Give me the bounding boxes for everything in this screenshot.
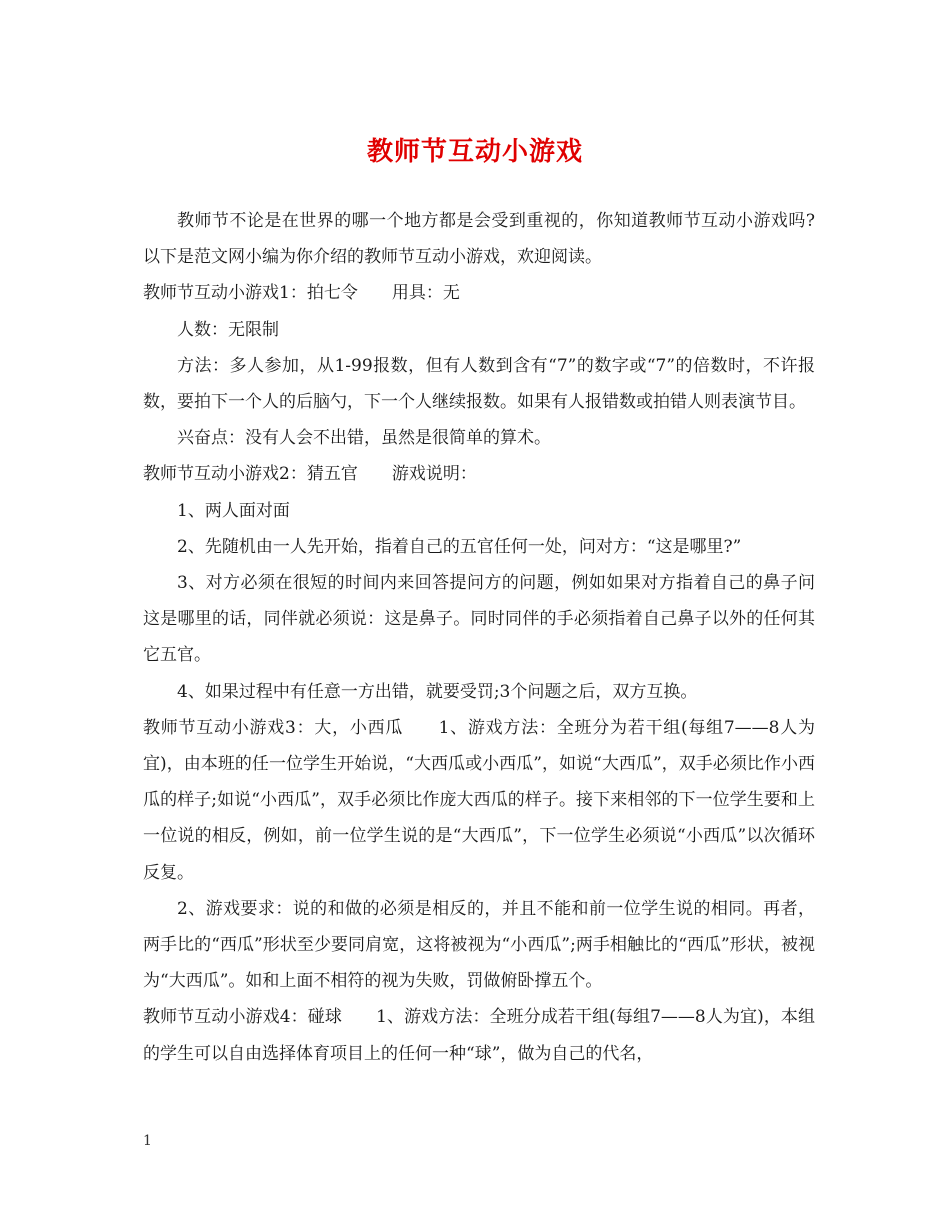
paragraph-game1-method: 方法：多人参加，从1-99报数，但有人数到含有“7”的数字或“7”的倍数时，不许报数，要拍下一个人的后脑勺，下一个人继续报数。如果有人报错数或拍错人则表演节目。 <box>143 355 815 413</box>
paragraph-game1-highlight: 兴奋点：没有人会不出错，虽然是很简单的算术。 <box>177 428 551 449</box>
page-number: 1 <box>143 1133 152 1149</box>
paragraph-game2-step2: 2、先随机由一人先开始，指着自己的五官任何一处，问对方：“这是哪里?” <box>177 536 742 557</box>
paragraph-game2-step4: 4、如果过程中有任意一方出错，就要受罚;3个问题之后，双方互换。 <box>177 681 698 702</box>
paragraph-game2-step1: 1、两人面对面 <box>177 500 290 521</box>
document-body <box>143 203 815 1072</box>
paragraph-game3-heading: 教师节互动小游戏3：大，小西瓜 1、游戏方法：全班分为若干组(每组7——8人为宜)，由本班的任一位学生开始说，“大西瓜或小西瓜”，如说“大西瓜”，双手必须比作小西瓜的样子;如说“小西瓜”，双手必须比作庞大西瓜的样子。接下来相邻的下一位学生要和上一位说的相反，例如，前一位学生说的是“大西瓜”，下一位学生必须说“小西瓜”以次循环反复。 <box>143 717 815 883</box>
paragraph-game4-heading: 教师节互动小游戏4：碰球 1、游戏方法：全班分成若干组(每组7——8人为宜)，本组的学生可以自由选择体育项目上的任何一种“球”，做为自己的代名， <box>143 1007 815 1064</box>
paragraph-game2-step3: 3、对方必须在很短的时间内来回答提问方的问题，例如如果对方指着自己的鼻子问这是哪里的话，同伴就必须说：这是鼻子。同时同伴的手必须指着自己鼻子以外的任何其它五官。 <box>143 573 815 666</box>
paragraph-game1-players: 人数：无限制 <box>177 319 279 340</box>
paragraph-game2-heading: 教师节互动小游戏2：猜五官 游戏说明： <box>143 464 477 485</box>
paragraph-game3-rules: 2、游戏要求：说的和做的必须是相反的，并且不能和前一位学生说的相同。再者，两手比的“西瓜”形状至少要同肩宽，这将被视为“小西瓜”;两手相触比的“西瓜”形状，被视为“大西瓜”。如和上面不相符的视为失败，罚做俯卧撑五个。 <box>143 898 815 992</box>
paragraph-game1-heading: 教师节互动小游戏1：拍七令 用具：无 <box>143 283 460 304</box>
document-title: 教师节互动小游戏 <box>366 137 583 167</box>
paragraph-intro: 教师节不论是在世界的哪一个地方都是会受到重视的，你知道教师节互动小游戏吗?以下是范文网小编为你介绍的教师节互动小游戏，欢迎阅读。 <box>143 211 815 268</box>
